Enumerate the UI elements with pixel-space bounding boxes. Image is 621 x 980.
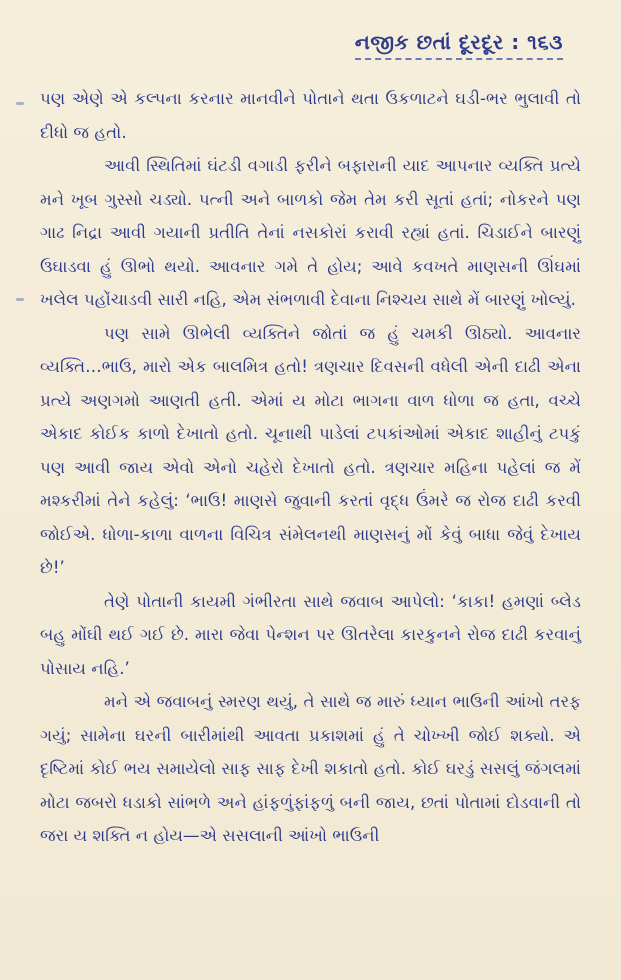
paragraph-4: તેણે પોતાની કાયમી ગંભીરતા સાથે જવાબ આપેલો: ‘કાકા! હમણાં બ્લેડ બહુ મોંઘી થઈ ગઈ છે. મારા જેવા પેન્શન પર ઊતરેલા કારકુનને રોજ દાઢી કરવાનું પોસાય નહિ.’ <box>40 591 581 678</box>
page-header <box>40 30 581 60</box>
paragraph-1: પણ એણે એ કલ્પના કરનાર માનવીને પોતાને થતા ઉકળાટને ઘડી-ભર ભુલાવી તો દીધો જ હતો. <box>40 89 581 142</box>
paragraph-2: આવી સ્થિતિમાં ઘંટડી વગાડી ફરીને બફારાની યાદ આપનાર વ્યક્તિ પ્રત્યે મને ખૂબ ગુસ્સો ચડ્યો. પત્ની અને બાળકો જેમ તેમ કરી સૂતાં હતાં; નોકરને પણ ગાઢ નિદ્રા આવી ગયાની પ્રતીતિ તેનાં નસકોરાં કરાવી રહ્યાં હતાં. ચિડાઈને બારણું ઉઘાડવા હું ઊભો થયો. આવનાર ગમે તે હોય; આવે કવખતે માણસની ઊંઘમાં ખલેલ પહોંચાડવી સારી નહિ, એમ સંભળાવી દેવાના નિશ્ચય સાથે મેં બારણું ખોલ્યું. <box>40 156 581 309</box>
margin-mark <box>16 102 24 105</box>
paragraph-3: પણ સામે ઊભેલી વ્યક્તિને જોતાં જ હું ચમકી ઊઠ્યો. આવનાર વ્યક્તિ…ભાઉ, મારો એક બાલમિત્ર હતો! ત્રણચાર દિવસની વધેલી એની દાઢી એના પ્રત્યે અણગમો આણતી હતી. એમાં ય મોટા ભાગના વાળ ધોળા જ હતા, વચ્ચે એકાદ કોઈક કાળો દેખાતો હતો. ચૂનાથી પાડેલાં ટપકાંઓમાં એકાદ શાહીનું ટપકું પણ આવી જાય એવો એનો ચહેરો દેખાતો હતો. ત્રણચાર મહિના પહેલાં જ મેં મશ્કરીમાં તેને કહેલું: ‘ભાઉ! માણસે જુવાની કરતાં વૃદ્ધ ઉંમરે જ રોજ દાઢી કરવી જોઈએ. ધોળા-કાળા વાળના વિચિત્ર સંમેલનથી માણસનું મોં કેવું બાધા જેવું દેખાય છે!’ <box>40 323 581 577</box>
running-head: નજીક છતાં દૂરદૂર : ૧૬૩ <box>355 30 563 60</box>
margin-mark <box>16 298 24 301</box>
paragraph-5: મને એ જવાબનું સ્મરણ થયું, તે સાથે જ મારું ધ્યાન ભાઉની આંખો તરફ ગયું; સામેના ઘરની બારીમાંથી આવતા પ્રકાશમાં હું તે ચોખ્ખી જોઈ શક્યો. એ દૃષ્ટિમાં કોઈ ભય સમાયેલો સાફ સાફ દેખી શકાતો હતો. કોઈ ઘરડું સસલું જંગલમાં મોટા જબરો ધડાકો સાંભળે અને હાંફળુંફાંફળું બની જાય, છતાં પોતામાં દોડવાની તો જરા ય શક્તિ ન હોય—એ સસલાની આંખો ભાઉની <box>40 692 581 845</box>
body-text <box>40 82 581 853</box>
